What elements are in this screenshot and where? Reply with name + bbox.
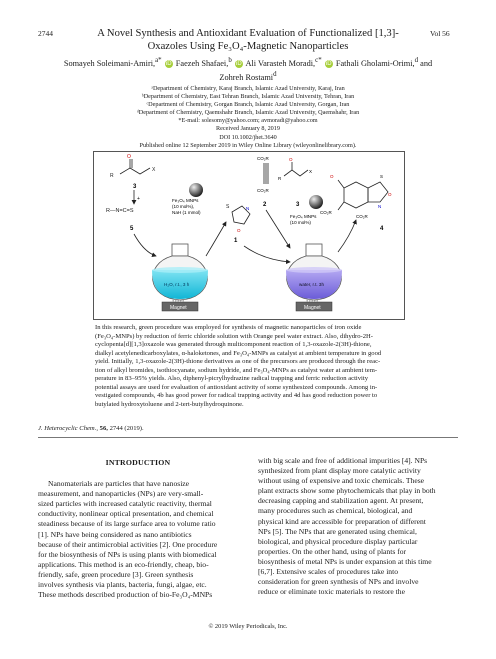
body-line: sized particles with increased catalytic reactivity, thermal — [38, 499, 212, 509]
body-line: without using of expensive and toxic chemicals. These — [258, 476, 425, 486]
orcid-icon[interactable]: iD — [165, 60, 172, 67]
compound-label-4: 4 — [380, 226, 384, 232]
abstract-line: dialkyl acetylenedicarboxylates, α-haloketones, and Fe₃O₄-MNPs as catalyst at ambient temperature in good — [95, 349, 382, 357]
flask-condition: H₂O, r.t., 3 h — [164, 282, 190, 287]
author-name: Zohreh Rostami — [219, 72, 274, 82]
magnet-label: Magnet — [170, 305, 187, 311]
ester-group: CO₂R — [257, 188, 269, 193]
author-name: Ali Varasteh Moradi, — [245, 58, 316, 68]
body-line: applications. This method is an eco-friendly, cheap, bio- — [38, 559, 209, 569]
author-line-1 — [55, 55, 441, 69]
halogen-atom: X — [152, 167, 156, 173]
reagent-line: Fe₃O₄ MNPs — [172, 198, 199, 203]
doi: DOI 10.1002/jhet.3640 — [219, 133, 277, 141]
compound-label-2: 2 — [263, 202, 267, 208]
body-line: physical kind are accessible for preparation of different — [258, 516, 426, 526]
body-column-left — [38, 458, 238, 600]
body-line: biosynthesis of metal NPs is under expansion at this time — [258, 556, 432, 566]
body-line: biological, and physical procedure display particular — [258, 536, 418, 546]
author-name: Somayeh Soleimani-Amiri, — [63, 58, 156, 68]
body-line: reduce or eliminate toxic materials to restore the — [258, 587, 405, 597]
body-line: friendly, safe, green procedure [3]. Green synthesis — [38, 569, 194, 579]
curved-arrow — [134, 234, 156, 256]
compound-label-3b: 3 — [296, 202, 300, 208]
magnet-label: Magnet — [304, 305, 321, 311]
reagent-line: NaH (1 mmol) — [172, 210, 201, 215]
journal-volume: 56, — [99, 425, 108, 432]
magnet-particles-icon: ∘∘∘∘∘ — [306, 298, 319, 303]
compound-label-1: 1 — [234, 238, 238, 244]
body-line: Nanomaterials are particles that have nanosize — [48, 479, 190, 489]
reagent-line: Fe₃O₄ MNPs — [290, 214, 317, 219]
compound-label-3: 3 — [133, 184, 137, 190]
contact-email: *E-mail: solesomy@yahoo.com; avmoradi@yahoo.com — [178, 117, 318, 125]
oxygen-atom: O — [289, 157, 293, 162]
author-list — [55, 55, 441, 83]
curved-arrow — [244, 246, 290, 262]
ester-group: CO₂R — [320, 210, 332, 215]
abstract — [95, 324, 411, 409]
halogen-atom: X — [309, 169, 313, 174]
nitrogen-atom: N — [246, 206, 250, 211]
abstract-line: In this research, green procedure was employed for synthesis of magnetic nanoparticles of iron oxide — [95, 324, 362, 331]
volume-number: Vol 56 — [430, 29, 450, 38]
oxygen-atom: O — [388, 192, 392, 197]
body-line: with big scale and free of additional impurities [4]. NPs — [258, 456, 428, 465]
left-flask — [152, 244, 208, 300]
arrow — [266, 210, 290, 248]
journal-pages: 2744 (2019). — [109, 425, 144, 432]
body-line: involves synthesis via plants, bacteria, fungi, algae, etc. — [38, 580, 207, 590]
body-line: [6,7]. Extensive scales of procedures take into — [258, 567, 399, 577]
abstract-line: (Fe₃O₄-MNPs) by reduction of ferric chloride solution with Orange peel water extract. Also, dihydro-2H- — [95, 332, 373, 340]
r-group: R — [278, 176, 282, 181]
body-line: because of their antimicrobial activities [2]. One procedure — [38, 539, 218, 549]
oxygen-atom: O — [330, 174, 334, 179]
plus-sign: + — [137, 196, 140, 202]
r-group: R — [110, 173, 114, 179]
body-line: measurement, and nanoparticles (NPs) are very-small- — [38, 489, 204, 499]
article-title — [70, 28, 426, 53]
flask-condition: water, r.t. 3h — [299, 282, 325, 287]
title-line-1: A Novel Synthesis and Antioxidant Evaluation of Functionalized [1,3]- — [97, 28, 399, 39]
compound-3-structure — [284, 162, 308, 176]
body-column-right — [258, 456, 458, 597]
nanoparticle-sphere-icon — [309, 195, 323, 209]
compound-label-5: 5 — [130, 226, 134, 232]
orcid-icon[interactable]: iD — [236, 60, 242, 67]
thione-sulfur: S — [226, 204, 230, 210]
author-affil-sup: b — [228, 57, 232, 64]
received-date: Received January 8, 2019 — [216, 125, 280, 133]
compound-3-structure — [120, 159, 150, 174]
reagent-line: (10 mol%) — [290, 220, 311, 225]
abstract-line: perature in 83–95% yields. Also, diphenyl-picrylhydrazine radical trapping and ferric reduction activity — [95, 375, 368, 382]
affiliations — [40, 85, 456, 150]
reaction-scheme-diagram — [94, 152, 404, 319]
author-name: Faezeh Shafaei, — [175, 58, 229, 68]
reagent-line: (10 mol%), — [172, 204, 195, 209]
body-line: [1]. NPs have being considered as nano antibiotics — [38, 529, 192, 539]
ester-group: CO₂R — [257, 156, 269, 161]
affiliation: ᶜDepartment of Chemistry, Gorgan Branch, Islamic Azad University, Gorgan, Iran — [146, 101, 350, 109]
abstract-line: potential assays are used for evaluation of antioxidant activity of some synthesized compounds. Among in- — [95, 383, 378, 391]
curved-arrow — [206, 222, 226, 256]
oxygen-atom: O — [237, 228, 241, 233]
body-line: conductivity, nonlinear optical presentation, and chemical — [38, 509, 214, 519]
oxygen-atom: O — [127, 154, 131, 160]
abstract-line: yield. Initially, 1,3-oxazole-2(3H)-thione derivatives as one of the precursors are produced through the reac- — [95, 358, 381, 365]
thione-sulfur: S — [380, 174, 384, 179]
graphical-abstract — [93, 151, 405, 320]
body-line: steadiness because of its large surface area to volume ratio — [38, 519, 216, 529]
journal-citation — [38, 425, 144, 432]
section-divider — [38, 437, 458, 438]
body-line: properties. On the other hand, using of plants for — [258, 546, 407, 556]
publication-note: Published online 12 September 2019 in Wiley Online Library (wileyonlinelibrary.com). — [139, 141, 357, 149]
title-line-2: Oxazoles Using Fe₃O₄-Magnetic Nanoparticles — [147, 40, 349, 52]
body-line: plant extracts show some phytochemicals that play in both — [258, 486, 436, 496]
body-line: These methods described production of bio-Fe₃O₄-MNPs — [38, 590, 213, 600]
isothiocyanate-structure: R—N=C=S — [106, 208, 134, 214]
section-heading: INTRODUCTION — [105, 458, 171, 467]
abstract-line: butylated hydroxytoluene and 2-tert-butylhydroquinone. — [95, 400, 244, 408]
author-affil-sup: c* — [315, 57, 322, 64]
orcid-icon[interactable]: iD — [325, 60, 332, 67]
magnet-particles-icon: ∘∘∘∘∘ — [172, 298, 185, 303]
nitrogen-atom: N — [378, 204, 382, 209]
copyright-footer: © 2019 Wiley Periodicals, Inc. — [208, 623, 288, 630]
affiliation: ᵇDepartment of Chemistry, East Tehran Branch, Islamic Azad University, Tehran, Iran — [141, 93, 355, 101]
affiliation: ᵈDepartment of Chemistry, Qaemshahr Branch, Islamic Azad University, Qaemshahr, Iran — [136, 109, 360, 117]
author-affil-sup: d — [273, 70, 277, 78]
nanoparticle-sphere-icon — [189, 183, 203, 197]
author-conjunction: and — [420, 58, 433, 68]
abstract-line: cyclopenta[d][1,3]oxazole was generated through multicomponent reaction of 1,3-oxazole-2(3H)-thione, — [95, 341, 372, 348]
affiliation: ᵃDepartment of Chemistry, Karaj Branch, Islamic Azad University, Karaj, Iran — [151, 85, 345, 92]
page-number: 2744 — [38, 29, 53, 38]
author-affil-sup: d — [414, 57, 419, 64]
curved-arrow — [338, 220, 356, 252]
abstract-line: tion of alkyl bromides, isothiocyanate, sodium hydride, and Fe₃O₄-MNPs as catalyst water at ambient tem- — [95, 366, 378, 374]
body-line: many procedures such as chemical, biological, and — [258, 506, 413, 516]
body-line: for the biosynthesis of NPs is using plants with biomedical — [38, 549, 217, 559]
abstract-line: vestigated compounds, 4b has good power for radical trapping activity and 4d has good reduction power to — [95, 392, 378, 399]
body-line: decreasing capping and stabilization agent. At present, — [258, 496, 424, 506]
author-affil-sup: a* — [155, 57, 162, 64]
body-line: NPs [5]. The NPs that are generated using chemical, — [258, 526, 417, 536]
author-name: Fathali Gholami-Orimi, — [335, 58, 415, 68]
author-line-2 — [55, 69, 441, 83]
journal-name: J. Heterocyclic Chem., — [38, 425, 98, 432]
right-flask — [286, 244, 342, 300]
body-line: consideration for green synthesis of NPs and involve — [258, 577, 419, 587]
body-line: synthesized from plant display more catalytic activity — [258, 466, 421, 476]
ester-group: CO₂R — [356, 214, 368, 219]
